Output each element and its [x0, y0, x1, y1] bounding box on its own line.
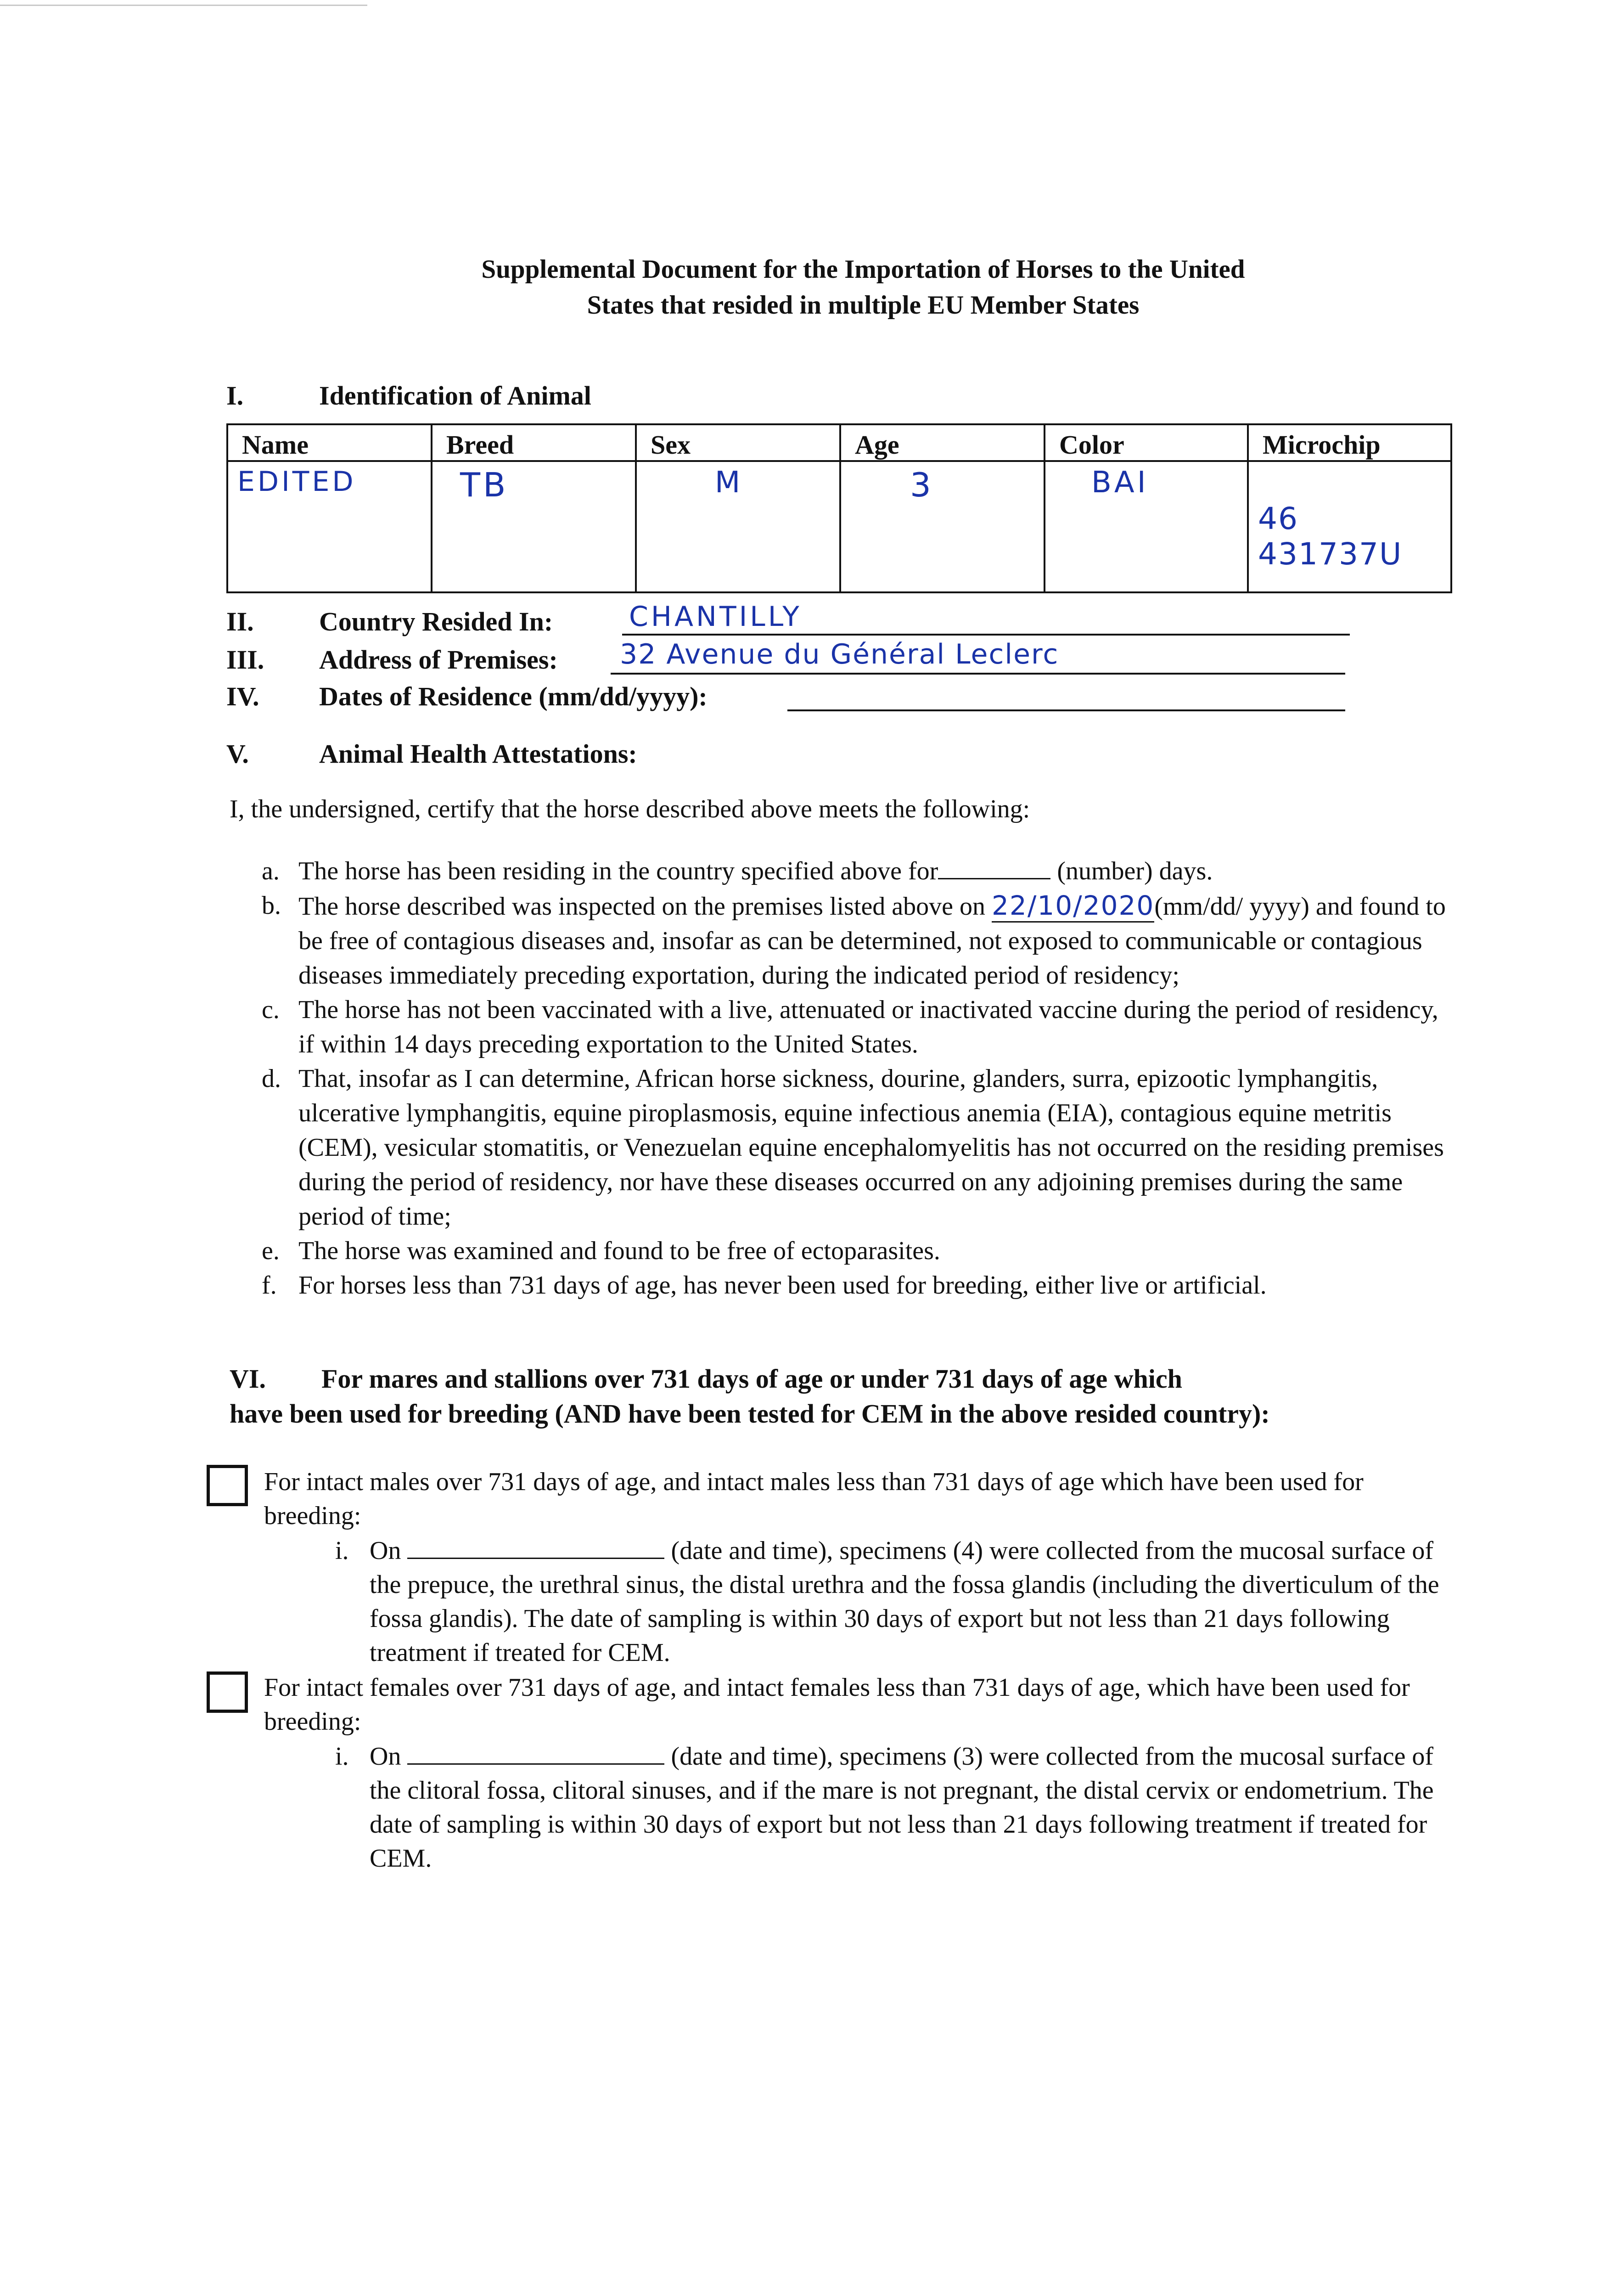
scan-edge-line [0, 5, 367, 6]
dates-of-residence-label: Dates of Residence (mm/dd/yyyy): [319, 681, 708, 711]
address-value: 32 Avenue du Général Leclerc [620, 638, 1059, 670]
document-title [257, 252, 1469, 323]
dates-of-residence-field[interactable] [787, 677, 1345, 711]
identification-table [226, 423, 1452, 593]
males-checkbox[interactable] [207, 1465, 248, 1506]
header-name: Name [227, 424, 432, 461]
country-resided-value: CHANTILLY [629, 601, 802, 633]
list-item: b. The horse described was inspected on the premises listed above on 22/10/2020(mm/dd/ yyyy) and found to be free of contagious diseases and, insofar as can be determined, not exposed to communicable or contagious diseases immediately preceding exportation, during the indicated period of residency; [262, 890, 1446, 990]
section-6-heading: VI. For mares and stallions over 731 days of age or under 731 days of age which have been used for breeding (AND have been tested for CEM in the above resided country): [230, 1362, 1469, 1431]
list-item: f. For horses less than 731 days of age, has never been used for breeding, either live or artificial. [262, 1271, 1267, 1300]
list-item: a. The horse has been residing in the country specified above for (number) days. [262, 857, 1213, 885]
certification-intro: I, the undersigned, certify that the horse described above meets the following: [230, 795, 1030, 823]
section-5-heading: Animal Health Attestations: [319, 739, 637, 769]
cell-breed[interactable]: TB [432, 461, 636, 592]
address-label: Address of Premises: [319, 645, 558, 675]
section-1-number: I. [226, 381, 244, 411]
cell-name[interactable]: EDITED [227, 461, 432, 592]
inspection-date-value[interactable]: 22/10/2020 [992, 890, 1154, 923]
section-5-number: V. [226, 739, 249, 769]
section-4-number: IV. [226, 681, 259, 711]
females-specimen-statement: i. On (date and time), specimens (3) were collected from the mucosal surface of the clitoral fossa, clitoral sinuses, and if the mare is not pregnant, the distal cervix or endometrium. The date of sampling is within 30 days of export but not less than 21 days following treatment if treated for CEM. [335, 1742, 1434, 1873]
table-header-row [227, 424, 1451, 461]
males-sampling-date-field[interactable] [407, 1558, 664, 1559]
header-age: Age [840, 424, 1045, 461]
number-of-days-field[interactable] [938, 878, 1050, 879]
cell-sex[interactable]: M [636, 461, 840, 592]
header-sex: Sex [636, 424, 840, 461]
section-6-number: VI. [230, 1364, 266, 1394]
females-checkbox[interactable] [207, 1671, 248, 1713]
males-criteria-text: For intact males over 731 days of age, and intact males less than 731 days of age which have been used for breeding: [264, 1468, 1364, 1530]
females-criteria-text: For intact females over 731 days of age, and intact females less than 731 days of age, which have been used for breeding: [264, 1673, 1410, 1736]
males-specimen-statement: i. On (date and time), specimens (4) were collected from the mucosal surface of the prepuce, the urethral sinus, the distal urethra and the fossa glandis (including the diverticulum of the fossa glandis). The date of sampling is within 30 days of export but not less than 21 days following treatment if treated for CEM. [335, 1536, 1439, 1667]
header-microchip: Microchip [1248, 424, 1451, 461]
section-3-number: III. [226, 645, 264, 675]
cell-age[interactable]: 3 [840, 461, 1045, 592]
table-row [227, 461, 1451, 592]
list-item: e. The horse was examined and found to be free of ectoparasites. [262, 1237, 940, 1265]
females-sampling-date-field[interactable] [407, 1763, 664, 1765]
attestation-list [257, 854, 1451, 1303]
title-line-1: Supplemental Document for the Importation of Horses to the United [481, 255, 1245, 284]
section-2-number: II. [226, 607, 254, 636]
cell-microchip[interactable]: 46 431737U [1248, 461, 1451, 592]
country-resided-label: Country Resided In: [319, 607, 553, 636]
list-item: c. The horse has not been vaccinated with a live, attenuated or inactivated vaccine during the period of residency, if within 14 days preceding exportation to the United States. [262, 996, 1438, 1058]
list-item: d. That, insofar as I can determine, African horse sickness, dourine, glanders, surra, epizootic lymphangitis, ulcerative lymphangitis, equine piroplasmosis, equine infectious anemia (EIA), contagious equine metritis (CEM), vesicular stomatitis, or Venezuelan equine encephalomyelitis has not occurred on the residing premises during the period of residency, nor have these diseases occurred on any adjoining premises during the same period of time; [262, 1064, 1444, 1231]
header-breed: Breed [432, 424, 636, 461]
cell-color[interactable]: BAI [1045, 461, 1248, 592]
header-color: Color [1045, 424, 1248, 461]
title-line-2: States that resided in multiple EU Member States [587, 291, 1140, 320]
section-1-heading: Identification of Animal [319, 381, 591, 411]
